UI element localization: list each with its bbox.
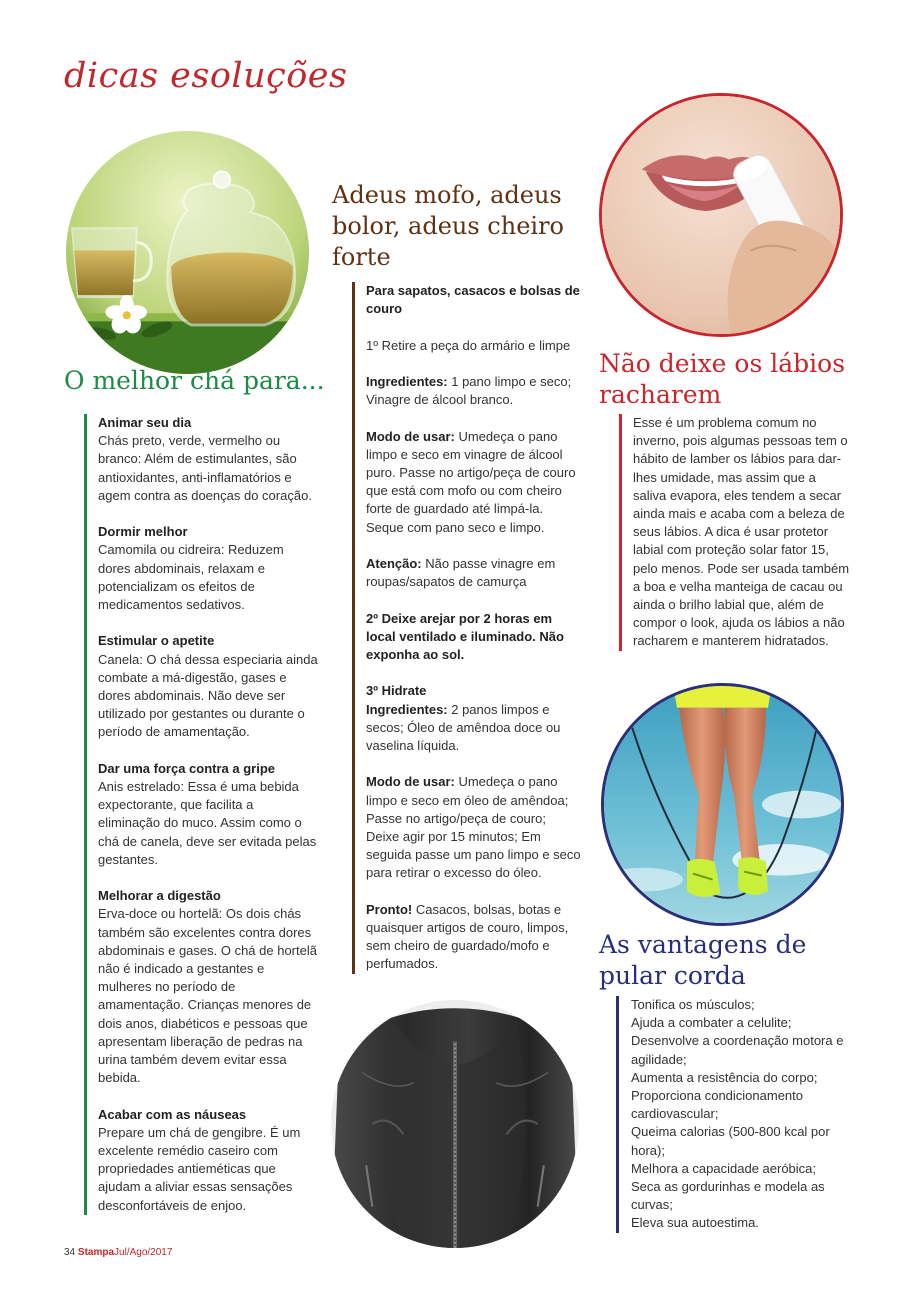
list-item: Desenvolve a coordenação motora e agilidade; <box>631 1033 844 1067</box>
page-footer <box>64 1247 172 1258</box>
tea-tip-title: Animar seu dia <box>98 415 192 430</box>
ingredients-text: 1 pano limpo e seco; Vinagre de álcool branco. <box>366 373 572 408</box>
leather-jacket-photo <box>331 1000 579 1248</box>
warning-label: Atenção: <box>366 555 422 571</box>
step-2-text: 2º Deixe arejar por 2 horas em local ventilado e iluminado. Não exponha ao sol. <box>366 610 564 662</box>
tea-tip-body: Erva-doce ou hortelã: Os dois chás também são excelentes contra dores abdominais e gases. O chá de hortelã não é indicado a gestantes e mulheres no período de amamentação. Crianças menores de dois anos, diabéticos e pessoas que apresentam liberação de pedras na urina também devem evitar essa bebida. <box>98 906 317 1086</box>
magazine-brand: Stampa <box>77 1247 115 1258</box>
tea-tip <box>98 760 318 869</box>
list-item: Tonifica os músculos; <box>631 997 755 1012</box>
tea-tip-title: Dormir melhor <box>98 524 188 540</box>
mold-intro-text: Para sapatos, casacos e bolsas de couro <box>366 283 580 317</box>
list-item: Aumenta a resistência do corpo; <box>631 1069 818 1085</box>
ready-text: Casacos, bolsas, botas e quaisquer artigos de couro, limpos, sem cheiro de guardado/mofo e perfumados. <box>366 901 569 972</box>
lips-tip-column <box>619 414 851 651</box>
lips-heading: Não deixe os lábios racharem <box>599 349 846 409</box>
mold-ready <box>366 901 582 974</box>
warning-text: Não passe vinagre em roupas/sapatos de camurça <box>366 555 556 590</box>
tea-tip <box>98 632 318 741</box>
list-item: Melhora a capacidade aeróbica; <box>631 1160 817 1176</box>
mold-intro <box>366 282 582 318</box>
list-item: Eleva sua autoestima. <box>631 1215 759 1231</box>
tea-heading: O melhor chá para... <box>64 366 325 395</box>
tea-tip-body: Chás preto, verde, vermelho ou branco: Além de estimulantes, são antioxidantes, anti-inflamatórios e agem contra as doenças do coração. <box>98 433 312 503</box>
tea-tip-title: Dar uma força contra a gripe <box>98 760 275 776</box>
ingredients-label: Ingredientes: <box>366 373 448 389</box>
jump-heading: As vantagens de pular corda <box>599 930 807 990</box>
ingredients-text: 2 panos limpos e secos; Óleo de amêndoa doce ou vaselina líquida. <box>366 701 561 753</box>
mode-label: Modo de usar: <box>366 774 455 790</box>
mode-text: Umedeça o pano limpo e seco em vinagre de álcool puro. Passe no artigo/peça de couro que está com mofo ou com cheiro forte de guardado até limpá-la. Seque com pano seco e limpo. <box>366 428 576 535</box>
list-item: Proporciona condicionamento cardiovascular; <box>631 1088 803 1122</box>
tea-tip-title: Melhorar a digestão <box>98 888 221 904</box>
section-label: dicas esoluções <box>64 56 348 96</box>
mode-text: Umedeça o pano limpo e seco em óleo de amêndoa; Passe no artigo/peça de couro; Deixe agir por 15 minutos; Em seguida passe um pano limpo e seco para retirar o excesso do óleo. <box>366 774 581 881</box>
lips-tip-body: Esse é um problema comum no inverno, pois algumas pessoas tem o hábito de lamber os lábios para dar-lhes umidade, mas assim que a saliva evapora, eles tendem a secar ainda mais e acaba com a beleza de seus lábios. A dica é usar protetor labial com proteção solar fator 15, pelo menos. Pode ser usada também a boa e velha manteiga de cacau ou ainda o brilho labial que, além de compor o look, ajuda os lábios a não racharem e manterem hidratados. <box>633 415 850 649</box>
mold-step-2 <box>366 610 582 665</box>
jump-rope-photo <box>601 683 844 926</box>
tea-tip-body: Canela: O chá dessa especiaria ainda combate a má-digestão, gases e dores abdominais. Não deve ser utilizado por gestantes ou durante o período de amamentação. <box>98 651 318 740</box>
tea-tip <box>98 887 318 1087</box>
tea-tip-body: Camomila ou cidreira: Reduzem dores abdominais, relaxam e potencializam os efeitos de medicamentos sedativos. <box>98 542 284 613</box>
tea-tip <box>98 1106 318 1215</box>
tea-tip-body: Anis estrelado: Essa é uma bebida expectorante, que facilita a eliminação do muco. Assim como o chá de canela, deve ser evitada pelas gestantes. <box>98 779 317 867</box>
ready-label: Pronto! <box>366 901 413 917</box>
list-item: Queima calorias (500-800 kcal por hora); <box>631 1124 830 1158</box>
lips-photo <box>599 93 843 337</box>
tea-tip <box>98 414 318 505</box>
jump-benefits-column <box>616 996 850 1233</box>
mold-step-3-block <box>366 682 582 755</box>
mold-mode-3 <box>366 773 582 882</box>
jump-benefits-list <box>631 996 850 1233</box>
mold-warning <box>366 555 582 591</box>
mold-step-1: 1º Retire a peça do armário e limpe <box>366 337 571 353</box>
mold-mode-1 <box>366 428 582 537</box>
tea-photo <box>66 131 309 374</box>
list-item: Ajuda a combater a celulite; <box>631 1015 792 1031</box>
mold-ingredients-1 <box>366 373 582 409</box>
mode-label: Modo de usar: <box>366 428 455 444</box>
list-item: Seca as gordurinhas e modela as curvas; <box>631 1179 825 1213</box>
tea-tip-body: Prepare um chá de gengibre. É um excelente remédio caseiro com propriedades antieméticas que ajudam a aliviar essas sensações desconfortáveis de enjoo. <box>98 1124 301 1213</box>
issue-date: Jul/Ago/2017 <box>114 1247 173 1258</box>
tea-tips-column <box>84 414 318 1215</box>
tea-tip-title: Estimular o apetite <box>98 633 215 649</box>
page-number: 34 <box>64 1247 76 1258</box>
mold-heading: Adeus mofo, adeus bolor, adeus cheiro forte <box>332 181 565 272</box>
ingredients-label: Ingredientes: <box>366 701 448 717</box>
tea-tip <box>98 523 318 614</box>
tea-tip-title: Acabar com as náuseas <box>98 1106 247 1122</box>
mold-tips-column <box>352 282 582 974</box>
step-3-title: 3º Hidrate <box>366 683 427 699</box>
